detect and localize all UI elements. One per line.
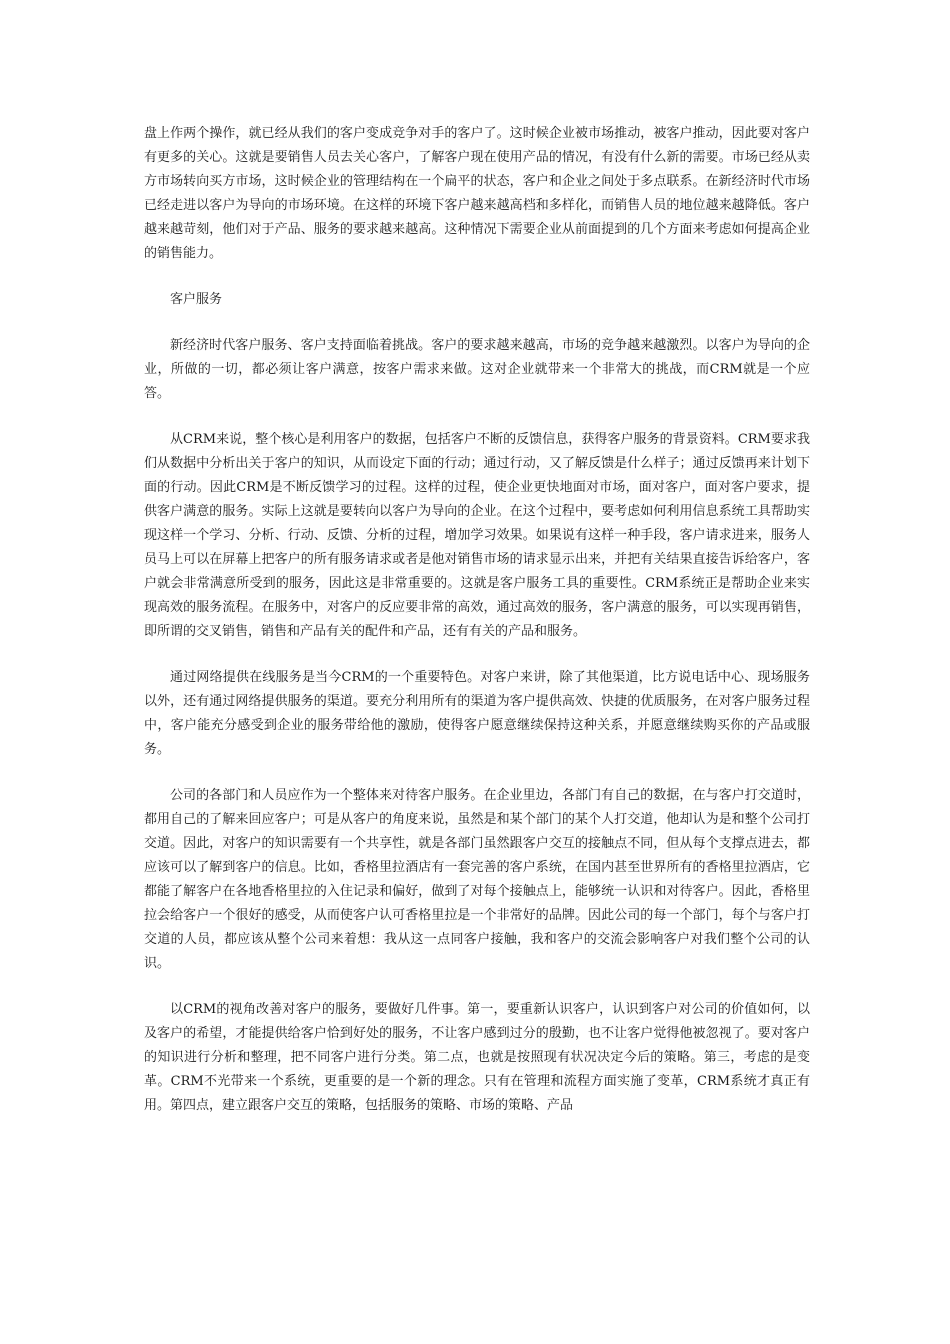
- paragraph-challenges: 新经济时代客户服务、客户支持面临着挑战。客户的要求越来越高，市场的竞争越来越激烈。以客户为导向的企业，所做的一切，都必须让客户满意，按客户需求来做。这对企业就带来一个非常大的挑战，而CRM就是一个应答。: [144, 338, 810, 401]
- paragraph-online-service: 通过网络提供在线服务是当今CRM的一个重要特色。对客户来讲，除了其他渠道，比方说电话中心、现场服务以外，还有通过网络提供服务的渠道。要充分利用所有的渠道为客户提供高效、快捷的优质服务，在对客户服务过程中，客户能充分感受到企业的服务带给他的激励，使得客户愿意继续保持这种关系，并愿意继续购买你的产品或服务。: [144, 670, 810, 757]
- paragraph-improve-service: 以CRM的视角改善对客户的服务，要做好几件事。第一，要重新认识客户，认识到客户对公司的价值如何，以及客户的希望，才能提供给客户恰到好处的服务，不让客户感到过分的殷勤，也不让客户觉得他被忽视了。要对客户的知识进行分析和整理，把不同客户进行分类。第二点，也就是按照现有状况决定今后的策略。第三，考虑的是变革。CRM不光带来一个系统，更重要的是一个新的理念。只有在管理和流程方面实施了变革，CRM系统才真正有用。第四点，建立跟客户交互的策略，包括服务的策略、市场的策略、产品: [144, 1002, 810, 1113]
- document-page: [144, 122, 810, 1140]
- paragraph-departments: 公司的各部门和人员应作为一个整体来对待客户服务。在企业里边，各部门有自己的数据，在与客户打交道时，都用自己的了解来回应客户；可是从客户的角度来说，虽然是和某个部门的某个人打交道，他却认为是和整个公司打交道。因此，对客户的知识需要有一个共享性，就是各部门虽然跟客户交互的接触点不同，但从每个支撑点进去，都应该可以了解到客户的信息。比如，香格里拉酒店有一套完善的客户系统，在国内甚至世界所有的香格里拉酒店，它都能了解客户在各地香格里拉的入住记录和偏好，做到了对每个接触点上，能够统一认识和对待客户。因此，香格里拉会给客户一个很好的感受，从而使客户认可香格里拉是一个非常好的品牌。因此公司的每一个部门，每个与客户打交道的人员，都应该从整个公司来着想：我从这一点同客户接触，我和客户的交流会影响客户对我们整个公司的认识。: [144, 788, 810, 971]
- paragraph-intro: 盘上作两个操作，就已经从我们的客户变成竞争对手的客户了。这时候企业被市场推动，被客户推动，因此要对客户有更多的关心。这就是要销售人员去关心客户，了解客户现在使用产品的情况，有没有什么新的需要。市场已经从卖方市场转向买方市场，这时候企业的管理结构在一个扁平的状态，客户和企业之间处于多点联系。在新经济时代市场已经走进以客户为导向的市场环境。在这样的环境下客户越来越高档和多样化，而销售人员的地位越来越降低。客户越来越苛刻，他们对于产品、服务的要求越来越高。这种情况下需要企业从前面提到的几个方面来考虑如何提高企业的销售能力。: [144, 126, 810, 261]
- section-heading-customer-service: 客户服务: [170, 292, 223, 307]
- paragraph-crm-core: 从CRM来说，整个核心是利用客户的数据，包括客户不断的反馈信息，获得客户服务的背景资料。CRM要求我们从数据中分析出关于客户的知识，从而设定下面的行动；通过行动，又了解反馈是什么样子；通过反馈再来计划下面的行动。因此CRM是不断反馈学习的过程。这样的过程，使企业更快地面对市场，面对客户，面对客户要求，提供客户满意的服务。实际上这就是要转向以客户为导向的企业。在这个过程中，要考虑如何利用信息系统工具帮助实现这样一个学习、分析、行动、反馈、分析的过程，增加学习效果。如果说有这样一种手段，客户请求进来，服务人员马上可以在屏幕上把客户的所有服务请求或者是他对销售市场的请求显示出来，并把有关结果直接告诉给客户，客户就会非常满意所受到的服务，因此这是非常重要的。这就是客户服务工具的重要性。CRM系统正是帮助企业来实现高效的服务流程。在服务中，对客户的反应要非常的高效，通过高效的服务，客户满意的服务，可以实现再销售，即所谓的交叉销售，销售和产品有关的配件和产品，还有有关的产品和服务。: [144, 432, 810, 639]
